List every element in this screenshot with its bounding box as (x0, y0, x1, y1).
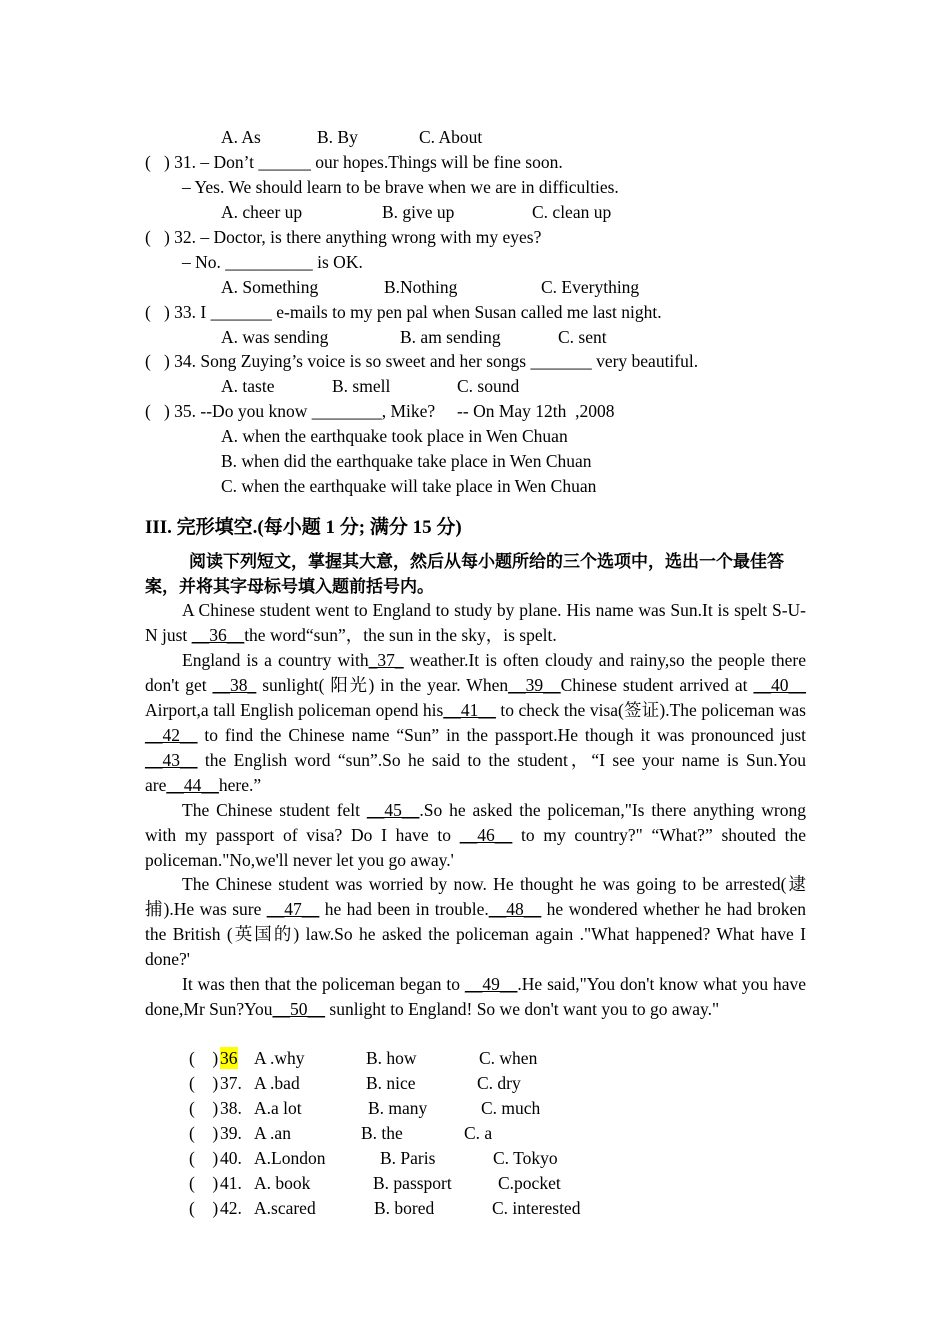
q30-option-b: B. By (317, 127, 358, 147)
q31-question: ( ) 31. – Don’t ______ our hopes.Things will be fine soon. (145, 152, 563, 172)
passage-paragraph-5 (145, 972, 806, 1022)
q34-question: ( ) 34. Song Zuying’s voice is so sweet and her songs _______ very beautiful. (145, 351, 699, 371)
q32-question: ( ) 32. – Doctor, is there anything wrong with my eyes? (145, 227, 542, 247)
passage-text: Chinese student arrived at (560, 675, 754, 695)
passage-text: .He said,"You don't know what you have done,Mr Sun?You (145, 974, 806, 1019)
passage-text: .So he asked the policeman,"Is there anything wrong with my passport of visa? Do I have to (145, 800, 806, 845)
passage-text: The Chinese student was worried by now. He thought he was going to be arrested(逮捕).He was sure (145, 874, 806, 919)
passage-text: he had been in trouble. (319, 899, 489, 919)
option-c: C. interested (492, 1198, 581, 1218)
answer-paren[interactable]: ( ) (189, 1148, 219, 1168)
blank-37: _37_ (368, 650, 404, 670)
passage-text: Airport,a tall English policeman opend his (145, 700, 444, 720)
q34-option-a: A. taste (221, 376, 275, 396)
passage-paragraph-4 (145, 872, 806, 972)
section-instruction: 阅读下列短文，掌握其大意，然后从每小题所给的三个选项中，选出一个最佳答案，并将其字母标号填入题前括号内。 (145, 552, 784, 596)
option-a: A.a lot (254, 1098, 302, 1118)
q32-reply: – No. __________ is OK. (182, 252, 363, 272)
passage-text: to find the Chinese name “Sun” in the passport.He though it was pronounced just (197, 725, 806, 745)
passage-text: A Chinese student went to England to study by plane. His name was Sun.It is spelt S-U-N just (145, 600, 806, 645)
q34-option-c: C. sound (457, 376, 520, 396)
passage-text: the English word “sun”.So he said to the student，“I see your name is Sun.You are (145, 750, 806, 795)
answer-paren[interactable]: ( ) (189, 1098, 219, 1118)
question-number: 42. (220, 1198, 242, 1218)
blank-45: __45__ (366, 800, 420, 820)
blank-43: __43__ (145, 750, 198, 770)
q32-option-c: C. Everything (541, 277, 640, 297)
q30-option-c: C. About (419, 127, 483, 147)
option-b: B. the (361, 1123, 403, 1143)
q35-option-c: C. when the earthquake will take place in Wen Chuan (221, 476, 597, 496)
passage-text: the word“sun”，the sun in the sky，is spelt. (244, 625, 557, 645)
option-c: C. when (479, 1048, 538, 1068)
q33-option-a: A. was sending (221, 327, 329, 347)
q35-question: ( ) 35. --Do you know ________, Mike? -- On May 12th ,2008 (145, 401, 615, 421)
passage-paragraph-1 (145, 598, 806, 648)
passage-text: here.” (218, 775, 262, 795)
option-a: A .an (254, 1123, 291, 1143)
blank-39: __39__ (508, 675, 561, 695)
blank-38: __38_ (212, 675, 257, 695)
blank-36: __36__ (191, 625, 245, 645)
question-number: 39. (220, 1123, 242, 1143)
passage-text: sunlight( 阳光) in the year. When (256, 675, 509, 695)
blank-48: __48__ (488, 899, 542, 919)
answer-paren[interactable]: ( ) (189, 1073, 219, 1093)
passage-paragraph-2 (145, 648, 806, 798)
blank-41: __41__ (443, 700, 496, 720)
answer-paren[interactable]: ( ) (189, 1198, 219, 1218)
answer-paren[interactable]: ( ) (189, 1123, 219, 1143)
q34-option-b: B. smell (332, 376, 391, 396)
question-number: 37. (220, 1073, 242, 1093)
q33-option-c: C. sent (558, 327, 607, 347)
option-c: C.pocket (498, 1173, 561, 1193)
q32-option-b: B.Nothing (384, 277, 458, 297)
blank-47: __47__ (266, 899, 320, 919)
q31-reply: – Yes. We should learn to be brave when we are in difficulties. (182, 177, 619, 197)
blank-46: __46__ (459, 825, 513, 845)
q33-question: ( ) 33. I _______ e-mails to my pen pal when Susan called me last night. (145, 302, 662, 322)
blank-40: __40__ (753, 675, 806, 695)
section-heading: III. 完形填空.(每小题 1 分; 满分 15 分) (145, 517, 462, 538)
passage-text: weather.It is often cloudy and rainy,so the people there don't get (145, 650, 806, 695)
option-c: C. much (481, 1098, 541, 1118)
option-c: C. Tokyo (493, 1148, 558, 1168)
option-a: A.scared (254, 1198, 316, 1218)
answer-paren[interactable]: ( ) (189, 1048, 219, 1068)
blank-42: __42__ (145, 725, 198, 745)
question-number: 36 (220, 1048, 238, 1068)
passage-text: to check the visa(签证).The policeman was (495, 700, 806, 720)
q31-option-b: B. give up (382, 202, 455, 222)
passage-text: England is a country with (182, 650, 369, 670)
q31-option-c: C. clean up (532, 202, 612, 222)
option-a: A. book (254, 1173, 311, 1193)
q32-option-a: A. Something (221, 277, 319, 297)
question-number: 40. (220, 1148, 242, 1168)
option-b: B. passport (373, 1173, 452, 1193)
option-a: A.London (254, 1148, 326, 1168)
passage-paragraph-3 (145, 798, 806, 873)
passage-text: sunlight to England! So we don't want you to go away." (325, 999, 720, 1019)
passage-text: he wondered whether he had broken the British (英国的) law.So he asked the policeman again ."What happened? What have I done?' (145, 899, 807, 969)
question-number: 41. (220, 1173, 242, 1193)
option-a: A .bad (254, 1073, 300, 1093)
blank-49: __49__ (464, 974, 518, 994)
question-number: 38. (220, 1098, 242, 1118)
option-b: B. Paris (380, 1148, 436, 1168)
blank-50: __50__ (272, 999, 326, 1019)
q31-option-a: A. cheer up (221, 202, 303, 222)
option-c: C. dry (477, 1073, 521, 1093)
option-b: B. bored (374, 1198, 435, 1218)
passage-text: The Chinese student felt (182, 800, 367, 820)
q30-option-a: A. As (221, 127, 261, 147)
q35-option-a: A. when the earthquake took place in Wen Chuan (221, 426, 568, 446)
option-b: B. many (368, 1098, 428, 1118)
passage-text: It was then that the policeman began to (182, 974, 465, 994)
blank-44: __44__ (166, 775, 219, 795)
q33-option-b: B. am sending (400, 327, 501, 347)
answer-paren[interactable]: ( ) (189, 1173, 219, 1193)
option-b: B. how (366, 1048, 417, 1068)
option-b: B. nice (366, 1073, 416, 1093)
passage-text: to my country?" “What?” shouted the policeman."No,we'll never let you go away.' (145, 825, 806, 870)
option-a: A .why (254, 1048, 305, 1068)
option-c: C. a (464, 1123, 493, 1143)
q35-option-b: B. when did the earthquake take place in Wen Chuan (221, 451, 592, 471)
